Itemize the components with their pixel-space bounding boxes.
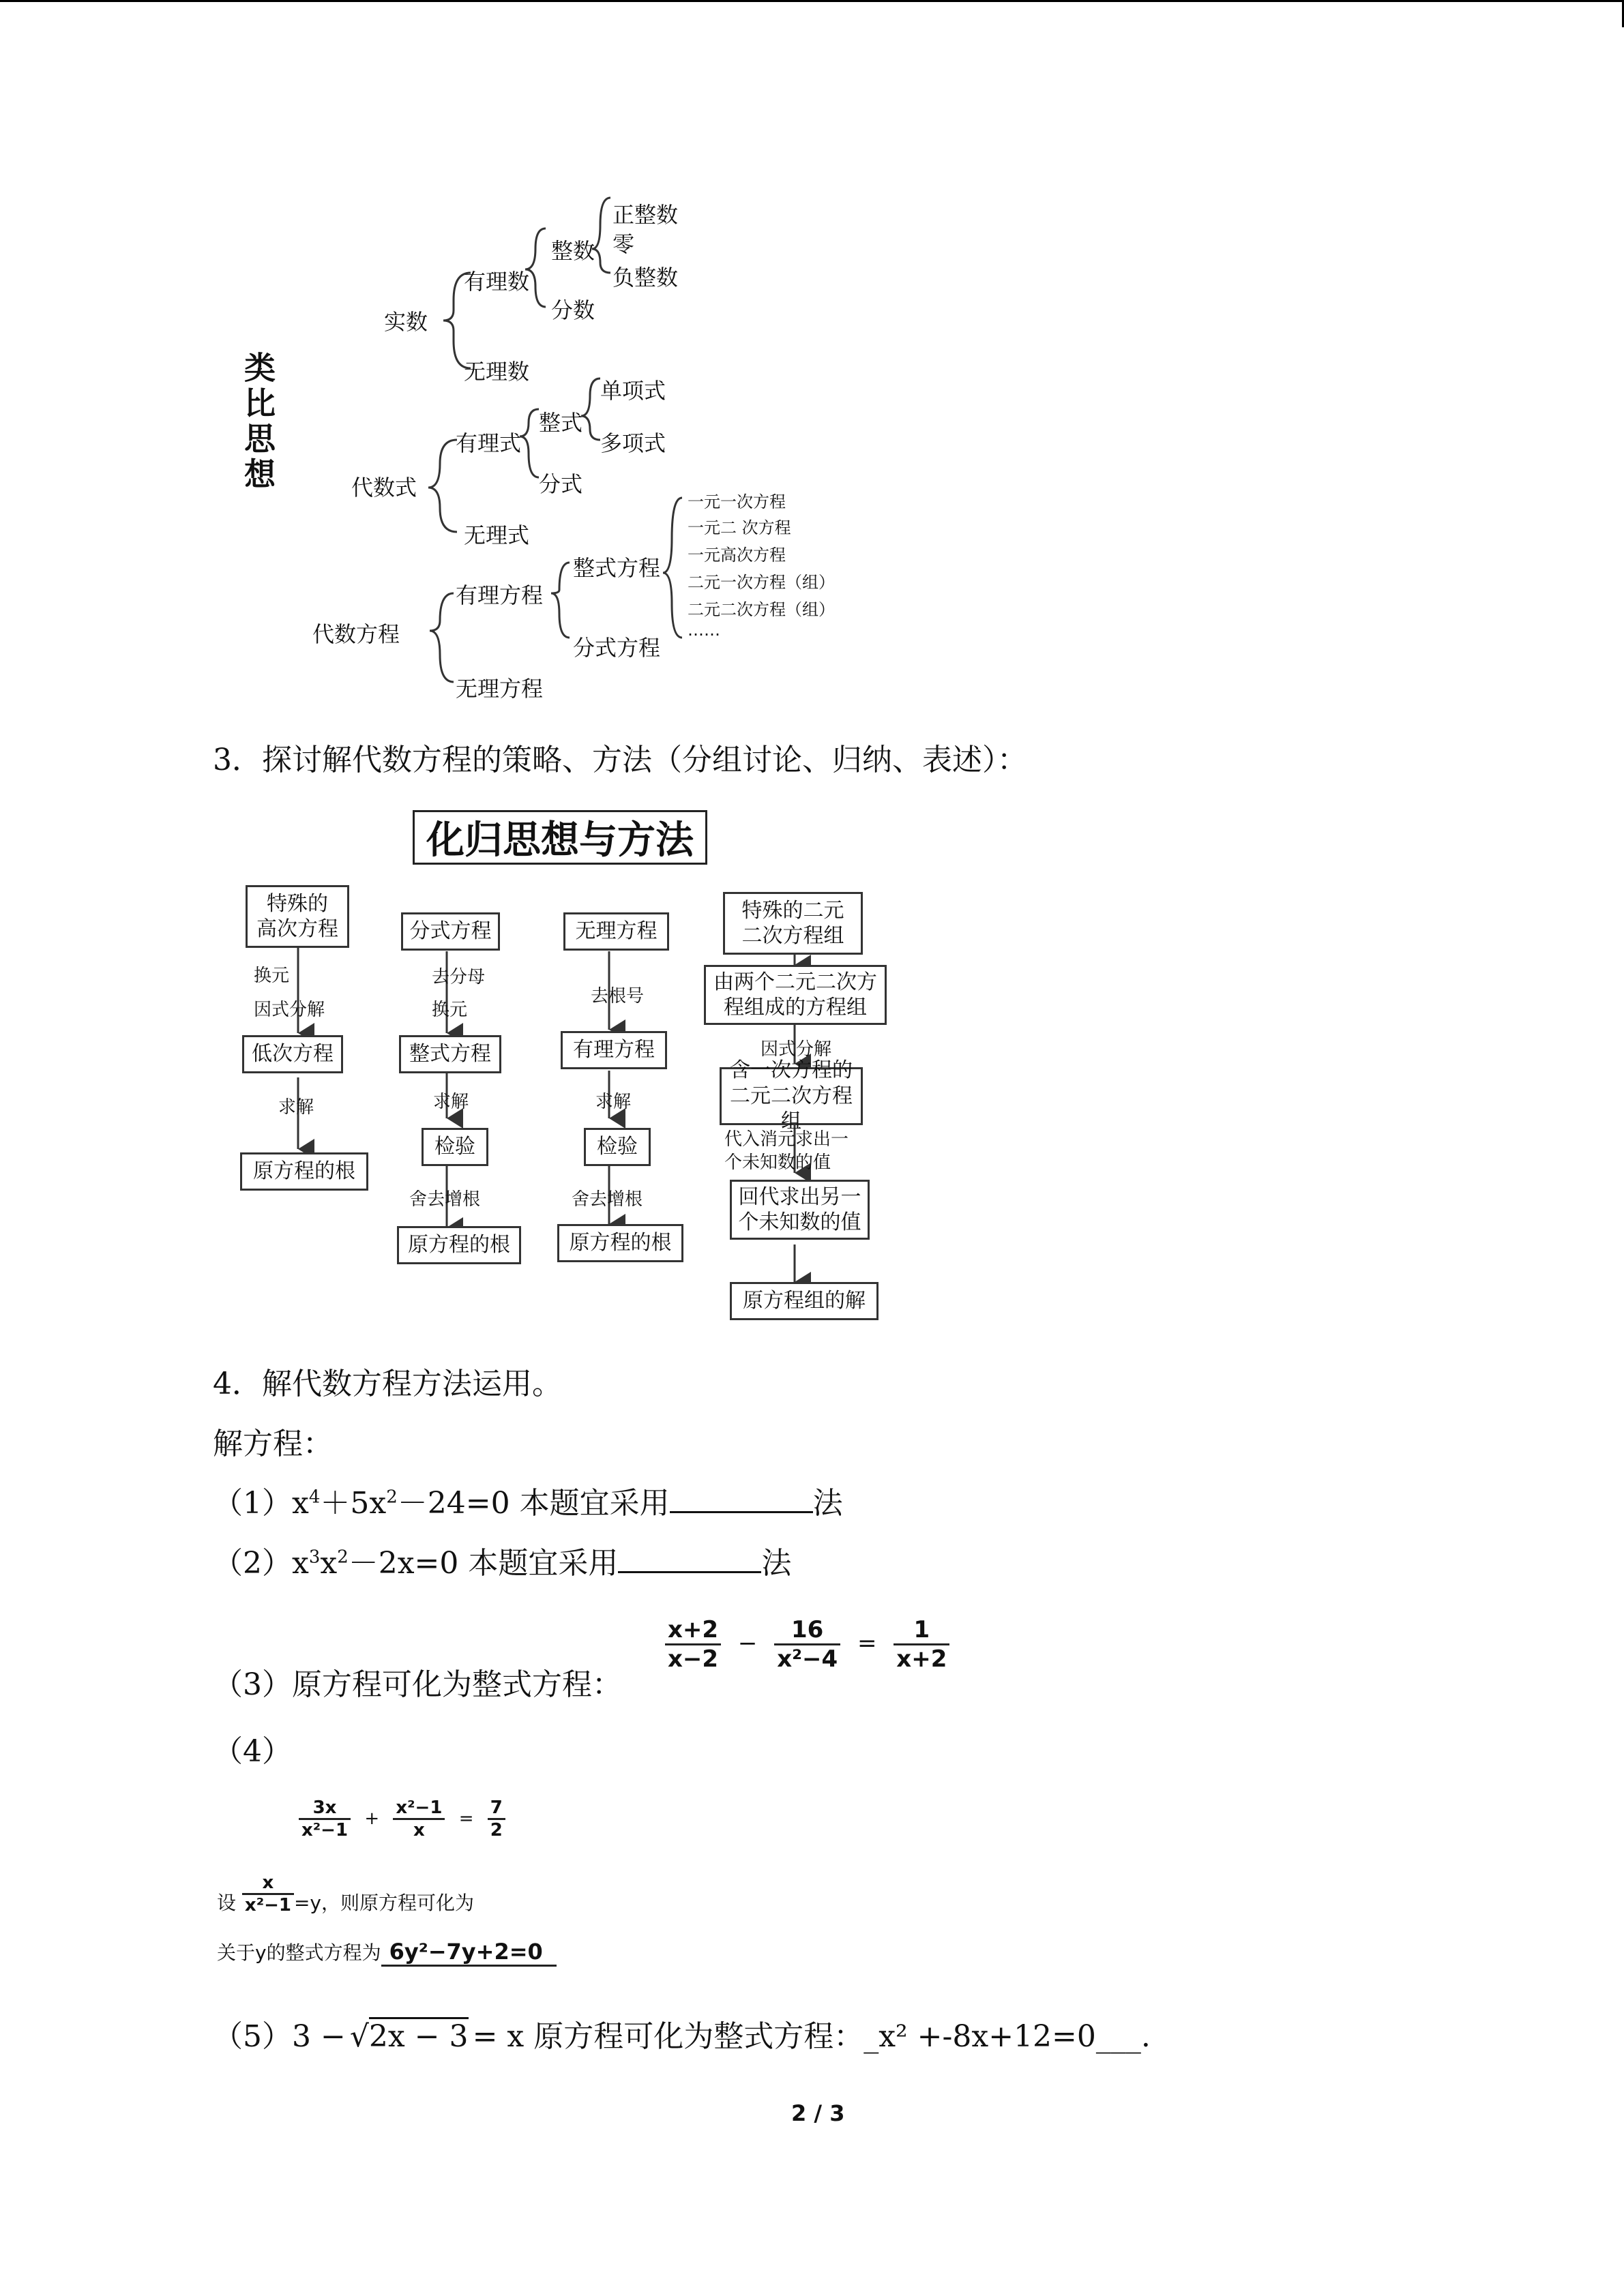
real-root: 实数 bbox=[384, 309, 428, 335]
expr-irrational: 无理式 bbox=[464, 522, 530, 548]
eq-leaf: 二元二次方程（组） bbox=[688, 600, 835, 619]
question-5: （5）3 − √2x − 3 = x 原方程可化为整式方程：_x² +-8x+12=0___. bbox=[213, 2012, 1151, 2055]
flow1-step1: 换元 bbox=[254, 966, 290, 986]
eq-integral: 整式方程 bbox=[573, 555, 661, 581]
flow4-box2: 由两个二元二次方 程组成的方程组 bbox=[704, 965, 887, 1025]
real-pos-int: 正整数 bbox=[612, 202, 679, 228]
flow2-check: 检验 bbox=[422, 1128, 488, 1166]
flow1-start: 特殊的 高次方程 bbox=[246, 885, 349, 948]
real-neg-int: 负整数 bbox=[612, 265, 679, 290]
flow4-box3: 含一次方程的 二元二次方程组 bbox=[720, 1067, 863, 1125]
question-1: $(1)x^4+5x^2-24=0$ 本题宜采用 法 bbox=[213, 1486, 843, 1521]
eq-leaf: 一元二 次方程 bbox=[688, 518, 791, 537]
flow3-mid: 有理方程 bbox=[561, 1031, 667, 1069]
flow2-end: 原方程的根 bbox=[397, 1226, 521, 1264]
flow4-step2: 代入消元求出一 个未知数的值 bbox=[724, 1129, 849, 1173]
flow2-step4: 舍去增根 bbox=[409, 1189, 481, 1210]
flow1-step2: 因式分解 bbox=[254, 1000, 325, 1020]
eq-root: 代数方程 bbox=[312, 621, 400, 647]
flow1-mid: 低次方程 bbox=[242, 1035, 343, 1073]
flow4-end: 原方程组的解 bbox=[730, 1282, 879, 1320]
flow4-start: 特殊的二元 二次方程组 bbox=[723, 892, 863, 955]
flow-title: 化归思想与方法 bbox=[413, 810, 707, 865]
flow3-start: 无理方程 bbox=[563, 912, 669, 951]
analogy-label: 类比思想 bbox=[239, 351, 276, 493]
real-zero: 零 bbox=[612, 231, 635, 257]
flow2-start: 分式方程 bbox=[401, 912, 500, 951]
flow1-step3: 求解 bbox=[278, 1097, 314, 1118]
eq-irrational: 无理方程 bbox=[456, 676, 544, 702]
eq-leaf: 一元一次方程 bbox=[688, 492, 786, 511]
expr-polynomial: 多项式 bbox=[600, 430, 666, 456]
flow2-mid: 整式方程 bbox=[399, 1035, 501, 1073]
eq-leaf: 二元一次方程（组） bbox=[688, 573, 835, 592]
flow4-step1: 因式分解 bbox=[761, 1039, 832, 1060]
question-4-num: （4） bbox=[213, 1734, 292, 1769]
eq-rational: 有理方程 bbox=[456, 582, 544, 608]
real-rational: 有理数 bbox=[464, 269, 530, 295]
expr-rational: 有理式 bbox=[456, 430, 522, 456]
real-fraction: 分数 bbox=[551, 297, 595, 323]
flow3-step4: 舍去增根 bbox=[572, 1189, 643, 1210]
expr-integral: 整式 bbox=[539, 410, 583, 436]
section4-heading: 4．解代数方程方法运用。 bbox=[213, 1367, 562, 1401]
real-integer: 整数 bbox=[551, 238, 595, 264]
question-4-answer: 6y²−7y+2=0 bbox=[381, 1939, 557, 1967]
flow2-step2: 换元 bbox=[432, 1000, 468, 1020]
question-3-text: （3）原方程可化为整式方程： bbox=[213, 1667, 622, 1702]
eq-fractional: 分式方程 bbox=[573, 635, 661, 661]
eq-leaf: …… bbox=[688, 621, 720, 640]
question-4-substitution: 设 $\frac{x}{\text{x²−1}}$ =y，则原方程可化为 bbox=[217, 1873, 475, 1915]
flow3-step3: 求解 bbox=[595, 1092, 632, 1112]
question-2: $(2)x^3x^2-2x=0$ 本题宜采用 法 bbox=[213, 1546, 792, 1581]
question-4-equation: $\frac{3x}{\text{x²−1}}$ + $\frac{\text{x²−1}}{x}$ = $\frac{7}{2}$ bbox=[299, 1798, 505, 1840]
eq-leaf: 一元高次方程 bbox=[688, 546, 786, 565]
flow2-step3: 求解 bbox=[433, 1092, 469, 1112]
answer-blank-2[interactable] bbox=[618, 1571, 761, 1573]
section3-heading: 3．探讨解代数方程的策略、方法（分组讨论、归纳、表述）： bbox=[213, 743, 1027, 777]
flow3-end: 原方程的根 bbox=[557, 1224, 683, 1262]
flow3-check: 检验 bbox=[584, 1128, 651, 1166]
real-irrational: 无理数 bbox=[464, 359, 530, 385]
expr-fractional: 分式 bbox=[539, 471, 583, 497]
expr-monomial: 单项式 bbox=[600, 378, 666, 404]
flow4-box4: 回代求出另一 个未知数的值 bbox=[730, 1180, 870, 1240]
expr-root: 代数式 bbox=[351, 475, 417, 501]
flow2-step1: 去分母 bbox=[432, 967, 486, 987]
question-4-result: 关于y的整式方程为 6y²−7y+2=0 bbox=[217, 1938, 557, 1967]
flow3-step1: 去根号 bbox=[591, 986, 645, 1007]
flow1-end: 原方程的根 bbox=[240, 1152, 368, 1191]
page-number: 2 / 3 bbox=[791, 2100, 845, 2126]
solve-label: 解方程： bbox=[213, 1427, 333, 1461]
answer-blank-1[interactable] bbox=[670, 1511, 813, 1513]
question-3-equation: $\frac{x+2}{x-2}$ − $\frac{16}{\text{x²−4}}$ = $\frac{1}{x+2}$ bbox=[665, 1616, 949, 1673]
